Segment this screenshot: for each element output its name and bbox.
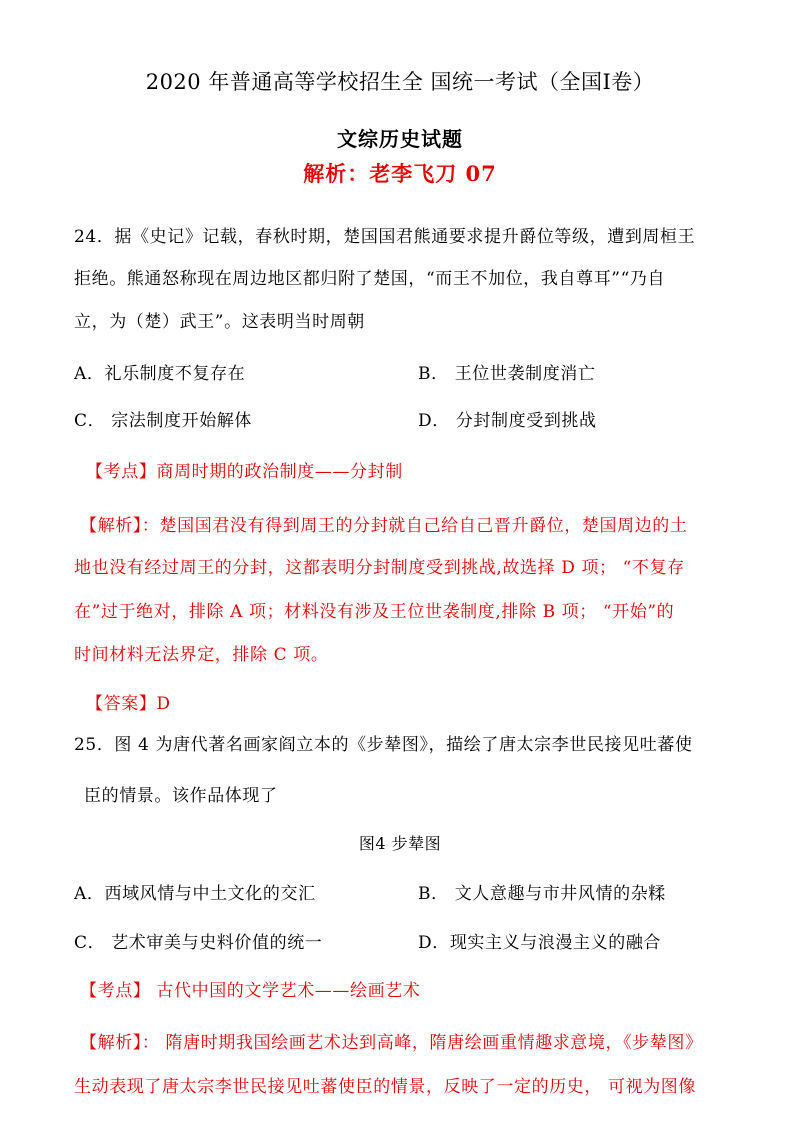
q24-kaodian: 【考点】商周时期的政治制度——分封制 bbox=[86, 462, 403, 482]
q24-jiexi-line-1: 【解析】：楚国国君没有得到周王的分封就自己给自己晋升爵位，楚国周边的土 bbox=[80, 516, 688, 536]
q25-kaodian: 【考点】 古代中国的文学艺术——绘画艺术 bbox=[80, 981, 421, 1001]
exam-title: 2020 年普通高等学校招生全 国统一考试（全国Ⅰ卷） bbox=[145, 70, 655, 94]
q25-option-b: B． 文人意趣与市井风情的杂糅 bbox=[418, 884, 666, 904]
q25-stem-line-1: 25．图 4 为唐代著名画家阎立本的《步辇图》，描绘了唐太宗李世民接见吐蕃使 bbox=[74, 735, 693, 755]
q24-option-c: C． 宗法制度开始解体 bbox=[74, 411, 253, 431]
q24-jiexi-line-4: 时间材料无法界定，排除 C 项。 bbox=[74, 645, 329, 665]
q24-stem-line-1: 24．据《史记》记载，春秋时期，楚国国君熊通要求提升爵位等级，遭到周桓王 bbox=[74, 227, 696, 247]
figure-caption: 图4 步辇图 bbox=[358, 834, 442, 853]
q24-option-d: D． 分封制度受到挑战 bbox=[418, 411, 597, 431]
q24-jiexi-line-2: 地也没有经过周王的分封，这都表明分封制度受到挑战,故选择 D 项； “不复存 bbox=[74, 558, 685, 578]
q24-stem-line-3: 立，为（楚）武王”。这表明当时周朝 bbox=[74, 312, 365, 332]
q24-option-a: A．礼乐制度不复存在 bbox=[74, 364, 246, 384]
exam-subtitle: 文综历史试题 bbox=[337, 127, 463, 151]
q25-stem-line-2: 臣的情景。该作品体现了 bbox=[84, 786, 278, 806]
q25-jiexi-line-1: 【解析】： 隋唐时期我国绘画艺术达到高峰，隋唐绘画重情趣求意境，《步辇图》 bbox=[80, 1033, 703, 1053]
q24-answer: 【答案】D bbox=[86, 694, 171, 714]
q24-jiexi-line-3: 在”过于绝对，排除 A 项；材料没有涉及王位世袭制度,排除 B 项； “开始”的 bbox=[74, 602, 675, 622]
q25-jiexi-line-2: 生动表现了唐太宗李世民接见吐蕃使臣的情景，反映了一定的历史， 可视为图像 bbox=[74, 1077, 697, 1097]
q25-option-d: D．现实主义与浪漫主义的融合 bbox=[418, 933, 662, 953]
analysis-author: 解析：老李飞刀 07 bbox=[303, 161, 497, 186]
q24-stem-line-2: 拒绝。熊通怒称现在周边地区都归附了楚国，“而王不加位，我自尊耳”“乃自 bbox=[74, 269, 666, 289]
q24-option-b: B． 王位世袭制度消亡 bbox=[418, 364, 596, 384]
q25-option-a: A．西域风情与中土文化的交汇 bbox=[74, 884, 316, 904]
q25-option-c: C． 艺术审美与史料价值的统一 bbox=[74, 933, 323, 953]
